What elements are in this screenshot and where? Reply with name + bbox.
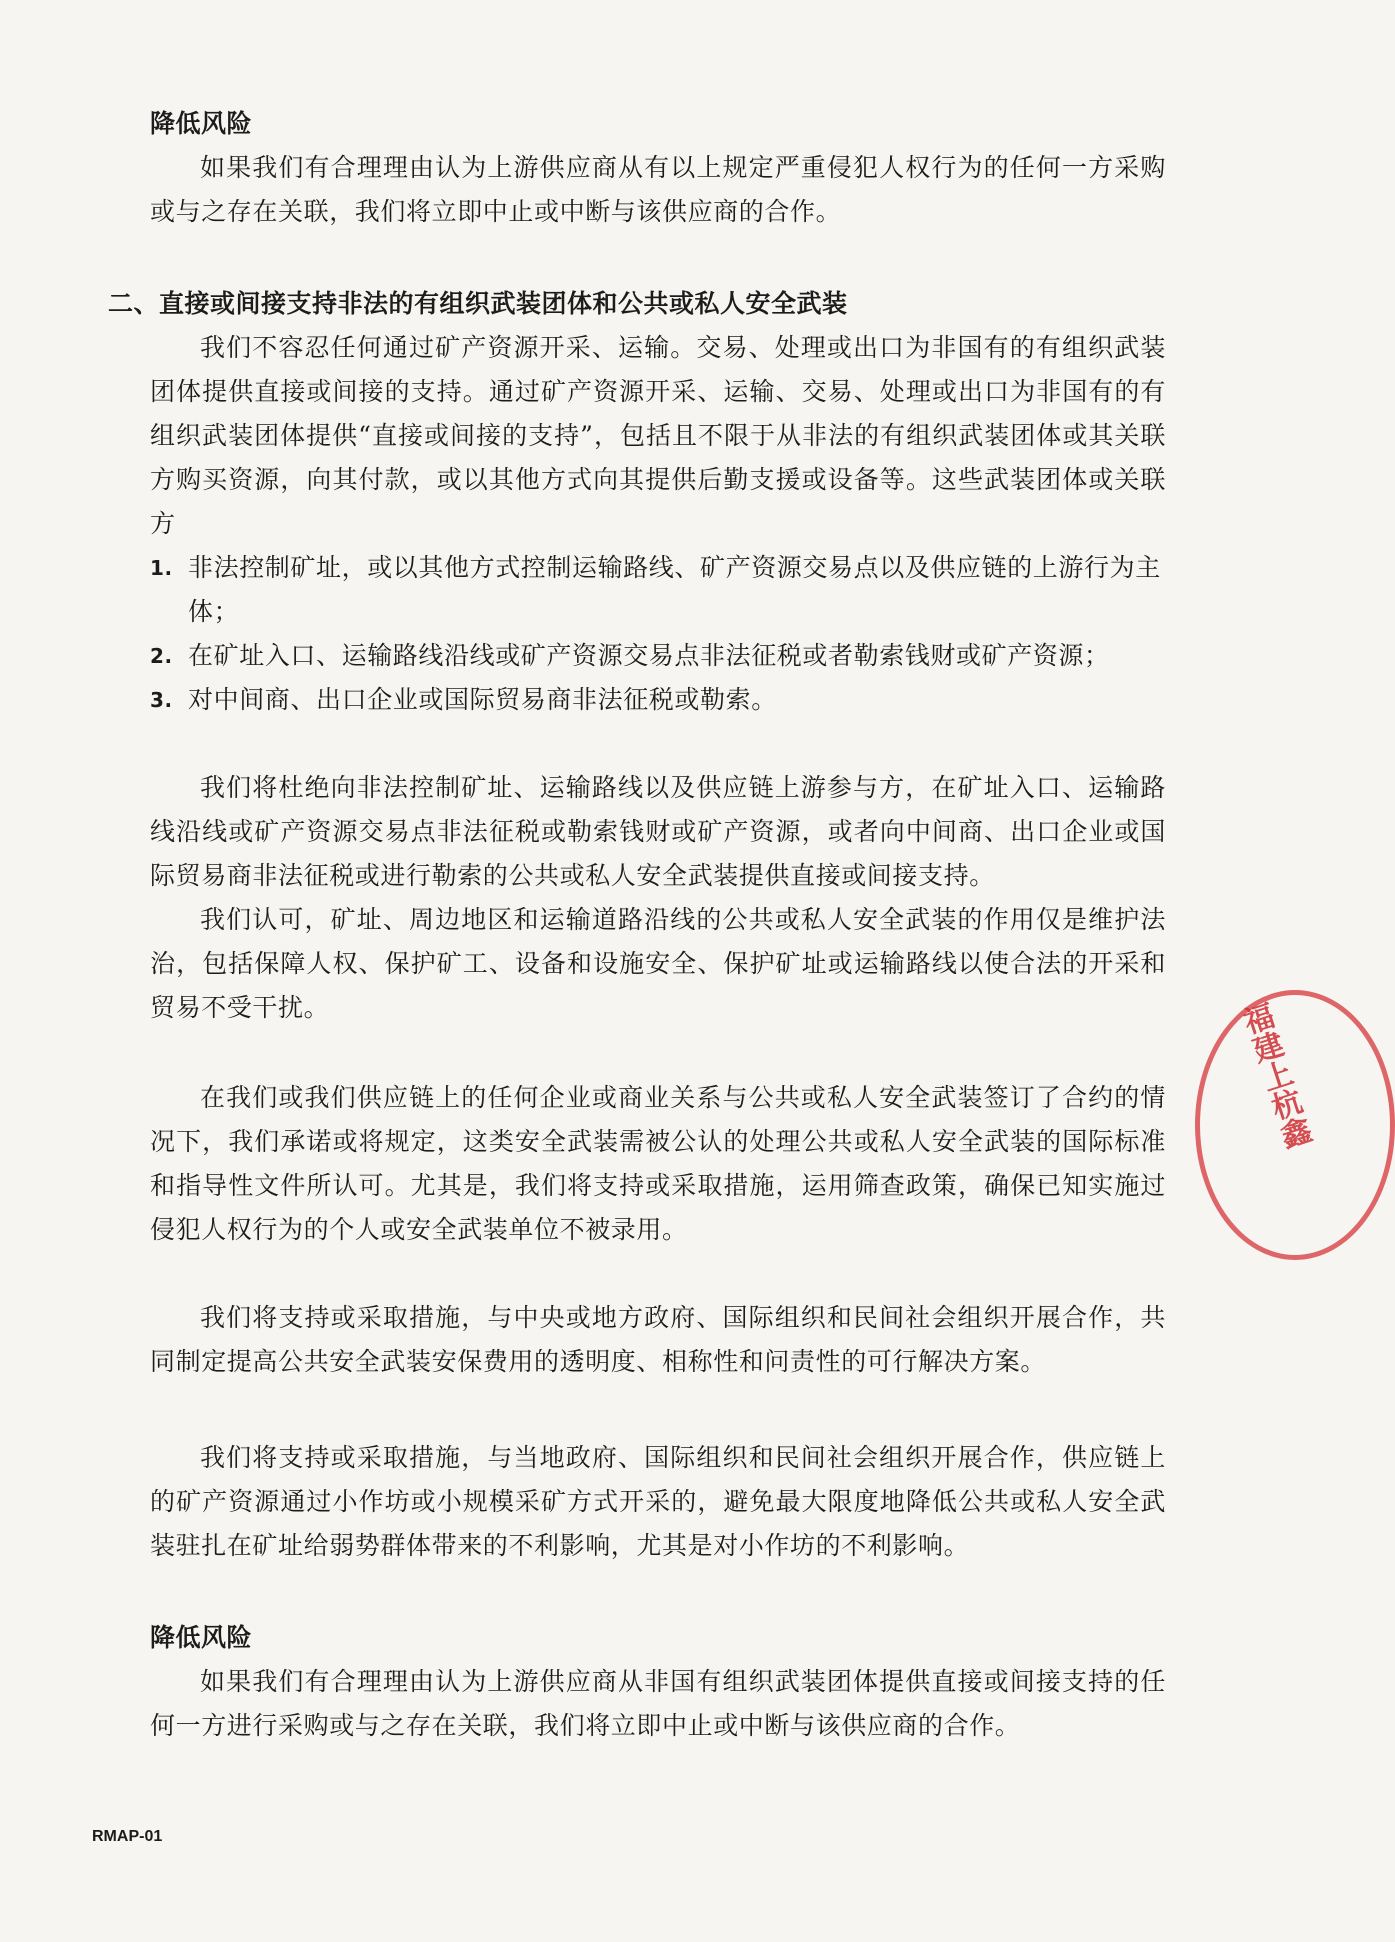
list-number: 2. (150, 644, 173, 668)
risk-paragraph-top: 如果我们有合理理由认为上游供应商从有以上规定严重侵犯人权行为的任何一方采购或与之存在关联，我们将立即中止或中断与该供应商的合作。 (150, 153, 1166, 226)
prohibited-actions-list (150, 546, 1166, 722)
section-two-para4-wrap (150, 1296, 1166, 1384)
list-text: 对中间商、出口企业或国际贸易商非法征税或勒索。 (188, 685, 777, 714)
section-two-para1-wrap (150, 766, 1166, 1030)
section-two-para2: 我们认可，矿址、周边地区和运输道路沿线的公共或私人安全武装的作用仅是维护法治，包括保障人权、保护矿工、设备和设施安全、保护矿址或运输路线以使合法的开采和贸易不受干扰。 (150, 905, 1166, 1022)
company-seal-text: 福建上杭鑫 (1234, 999, 1314, 1153)
list-item (150, 678, 1166, 722)
document-code: RMAP-01 (92, 1828, 163, 1845)
bottom-risk-section (150, 1616, 1166, 1748)
section-two-title: 二、直接或间接支持非法的有组织武装团体和公共或私人安全武装 (108, 289, 848, 318)
section-two-title-wrap (108, 282, 1166, 326)
list-text: 非法控制矿址，或以其他方式控制运输路线、矿产资源交易点以及供应链的上游行为主体； (188, 553, 1161, 626)
list-item (150, 634, 1166, 678)
section-two-intro: 我们不容忍任何通过矿产资源开采、运输。交易、处理或出口为非国有的有组织武装团体提供直接或间接的支持。通过矿产资源开采、运输、交易、处理或出口为非国有的有组织武装团体提供“直接或间接的支持”，包括且不限于从非法的有组织武装团体或其关联方购买资源，向其付款，或以其他方式向其提供后勤支援或设备等。这些武装团体或关联方 (150, 333, 1166, 538)
top-risk-section (150, 102, 1166, 234)
section-two-para1: 我们将杜绝向非法控制矿址、运输路线以及供应链上游参与方，在矿址入口、运输路线沿线或矿产资源交易点非法征税或勒索钱财或矿产资源，或者向中间商、出口企业或国际贸易商非法征税或进行勒索的公共或私人安全武装提供直接或间接支持。 (150, 773, 1166, 890)
list-text: 在矿址入口、运输路线沿线或矿产资源交易点非法征税或者勒索钱财或矿产资源； (188, 641, 1110, 670)
risk-heading-top: 降低风险 (150, 109, 253, 138)
section-two-para5-wrap (150, 1436, 1166, 1568)
list-number: 3. (150, 688, 173, 712)
section-two-body (150, 326, 1166, 722)
section-two-para5: 我们将支持或采取措施，与当地政府、国际组织和民间社会组织开展合作，供应链上的矿产资源通过小作坊或小规模采矿方式开采的，避免最大限度地降低公共或私人安全武装驻扎在矿址给弱势群体带来的不利影响，尤其是对小作坊的不利影响。 (150, 1443, 1166, 1560)
list-item (150, 546, 1166, 634)
section-two-para3-wrap (150, 1076, 1166, 1252)
section-two-para3: 在我们或我们供应链上的任何企业或商业关系与公共或私人安全武装签订了合约的情况下，我们承诺或将规定，这类安全武装需被公认的处理公共或私人安全武装的国际标准和指导性文件所认可。尤其是，我们将支持或采取措施，运用筛查政策，确保已知实施过侵犯人权行为的个人或安全武装单位不被录用。 (150, 1083, 1166, 1244)
risk-paragraph-bottom: 如果我们有合理理由认为上游供应商从非国有组织武装团体提供直接或间接支持的任何一方进行采购或与之存在关联，我们将立即中止或中断与该供应商的合作。 (150, 1667, 1166, 1740)
risk-heading-bottom: 降低风险 (150, 1623, 253, 1652)
section-two-para4: 我们将支持或采取措施，与中央或地方政府、国际组织和民间社会组织开展合作，共同制定提高公共安全武装安保费用的透明度、相称性和问责性的可行解决方案。 (150, 1303, 1166, 1376)
list-number: 1. (150, 556, 173, 580)
